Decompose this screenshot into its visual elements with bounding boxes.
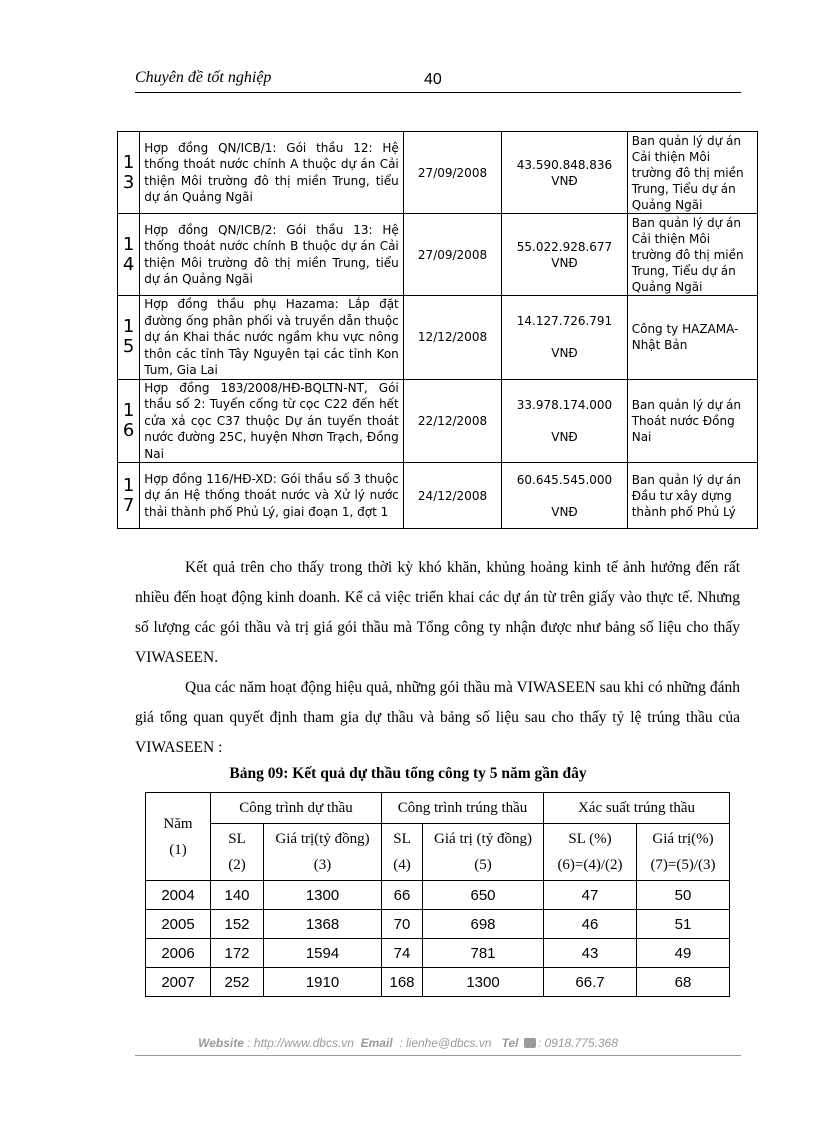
contract-owner: Công ty HAZAMA-Nhật Bản — [627, 296, 757, 380]
contract-value: 14.127.726.791 VNĐ — [502, 296, 627, 380]
website-label: Website — [198, 1036, 244, 1050]
row-number: 1 6 — [118, 379, 140, 463]
year-header: Năm (1) — [146, 793, 211, 881]
phone-icon — [524, 1038, 536, 1048]
group-won-header: Công trình trúng thầu — [382, 793, 544, 824]
contract-date: 27/09/2008 — [403, 214, 502, 296]
row-number: 1 4 — [118, 214, 140, 296]
contract-value: 43.590.848.836 VNĐ — [502, 132, 627, 214]
contract-owner: Ban quản lý dự án Đầu tư xây dựng thành phố Phủ Lý — [627, 463, 757, 529]
contract-date: 22/12/2008 — [403, 379, 502, 463]
table-row — [118, 132, 758, 214]
currency: VNĐ — [551, 173, 578, 188]
contract-owner: Ban quản lý dự án Cải thiện Môi trường đô thị miền Trung, Tiểu dự án Quảng Ngãi — [627, 132, 757, 214]
website-url[interactable]: : http://www.dbcs.vn — [247, 1036, 354, 1050]
contracts-table — [117, 131, 758, 529]
row-number: 1 7 — [118, 463, 140, 529]
document-title: Chuyên đề tốt nghiệp — [135, 69, 272, 86]
table-row — [118, 379, 758, 463]
bid-results-table — [145, 792, 730, 997]
page-header — [135, 66, 741, 93]
row-number: 1 5 — [118, 296, 140, 380]
table-row: 2007 252 1910 168 1300 66.7 68 — [146, 968, 730, 997]
group-bid-header: Công trình dự thầu — [211, 793, 382, 824]
currency: VNĐ — [551, 346, 578, 361]
table-row: 2004 140 1300 66 650 47 50 — [146, 881, 730, 910]
tel-label: Tel — [501, 1036, 519, 1050]
contract-description: Hợp đồng thầu phụ Hazama: Lắp đặt đường ống phân phối và truyền dẫn thuộc dự án Khai thác nước ngầm khu vực nông thôn các tỉnh Tây Nguyên tại các tỉnh Kon Tum, Gia Lai — [140, 296, 404, 380]
row-number: 1 3 — [118, 132, 140, 214]
subheader-cell: SL (%) (6)=(4)/(2) — [544, 824, 637, 881]
contract-description: Hợp đồng QN/ICB/2: Gói thầu 13: Hệ thống thoát nước chính B thuộc dự án Cải thiện Môi trường đô thị miền Trung, tiểu dự án Quảng Ngãi — [140, 214, 404, 296]
contract-value: 55.022.928.677 VNĐ — [502, 214, 627, 296]
table-caption: Bảng 09: Kết quả dự thầu tổng công ty 5 năm gần đây — [229, 765, 587, 782]
subheader-cell: Giá trị (tỷ đồng) (5) — [423, 824, 544, 881]
currency: VNĐ — [551, 255, 578, 270]
paragraph-results: Kết quả trên cho thấy trong thời kỳ khó khăn, khủng hoảng kinh tế ảnh hưởng đến rất nhiều đến hoạt động kinh doanh. Kể cả việc triển khai các dự án từ trên giấy vào thực tế. Nhưng số lượng các gói thầu và trị giá gói thầu mà Tổng công ty nhận được như bảng số liệu cho thấy VIWASEEN. — [135, 559, 740, 666]
contract-description: Hợp đồng QN/ICB/1: Gói thầu 12: Hệ thống thoát nước chính A thuộc dự án Cải thiện Môi trường đô thị miền Trung, tiểu dự án Quảng Ngãi — [140, 132, 404, 214]
subheader-row — [146, 824, 730, 881]
table-row — [118, 296, 758, 380]
currency: VNĐ — [551, 429, 578, 444]
contract-date: 27/09/2008 — [403, 132, 502, 214]
footer-rule — [135, 1055, 741, 1056]
page-number: 40 — [424, 71, 442, 88]
subheader-cell: SL (2) — [211, 824, 264, 881]
table-row — [118, 214, 758, 296]
subheader-cell: Giá trị(tỷ đồng) (3) — [264, 824, 382, 881]
contract-owner: Ban quản lý dự án Thoát nước Đồng Nai — [627, 379, 757, 463]
page-footer — [0, 1036, 816, 1050]
table-row: 2005 152 1368 70 698 46 51 — [146, 910, 730, 939]
contract-date: 24/12/2008 — [403, 463, 502, 529]
contract-value: 60.645.545.000 VNĐ — [502, 463, 627, 529]
table-row: 2006 172 1594 74 781 43 49 — [146, 939, 730, 968]
group-rate-header: Xác suất trúng thầu — [544, 793, 730, 824]
contract-description: Hợp đồng 116/HĐ-XD: Gói thầu số 3 thuộc dự án Hệ thống thoát nước và Xử lý nước thải thành phố Phủ Lý, giai đoạn 1, đợt 1 — [140, 463, 404, 529]
table-row — [118, 463, 758, 529]
email-label: Email — [360, 1036, 393, 1050]
header-row — [146, 793, 730, 824]
currency: VNĐ — [551, 504, 578, 519]
paragraph-bid-rate: Qua các năm hoạt động hiệu quả, những gói thầu mà VIWASEEN sau khi có những đánh giá tổng quan quyết định tham gia dự thầu và bảng số liệu sau cho thấy tỷ lệ trúng thầu của VIWASEEN : — [135, 679, 740, 756]
email-value[interactable]: : lienhe@dbcs.vn — [399, 1036, 492, 1050]
tel-value: : 0918.775.368 — [537, 1036, 618, 1050]
contract-value: 33.978.174.000 VNĐ — [502, 379, 627, 463]
contract-description: Hợp đồng 183/2008/HĐ-BQLTN-NT, Gói thầu số 2: Tuyến cống từ cọc C22 đến hết cửa xả cọc C37 thuộc Dự án tuyến thoát nước đường 25C, huyện Nhơn Trạch, Đồng Nai — [140, 379, 404, 463]
subheader-cell: Giá trị(%) (7)=(5)/(3) — [637, 824, 730, 881]
contract-date: 12/12/2008 — [403, 296, 502, 380]
contract-owner: Ban quản lý dự án Cải thiện Môi trường đô thị miền Trung, Tiểu dự án Quảng Ngãi — [627, 214, 757, 296]
subheader-cell: SL (4) — [382, 824, 423, 881]
